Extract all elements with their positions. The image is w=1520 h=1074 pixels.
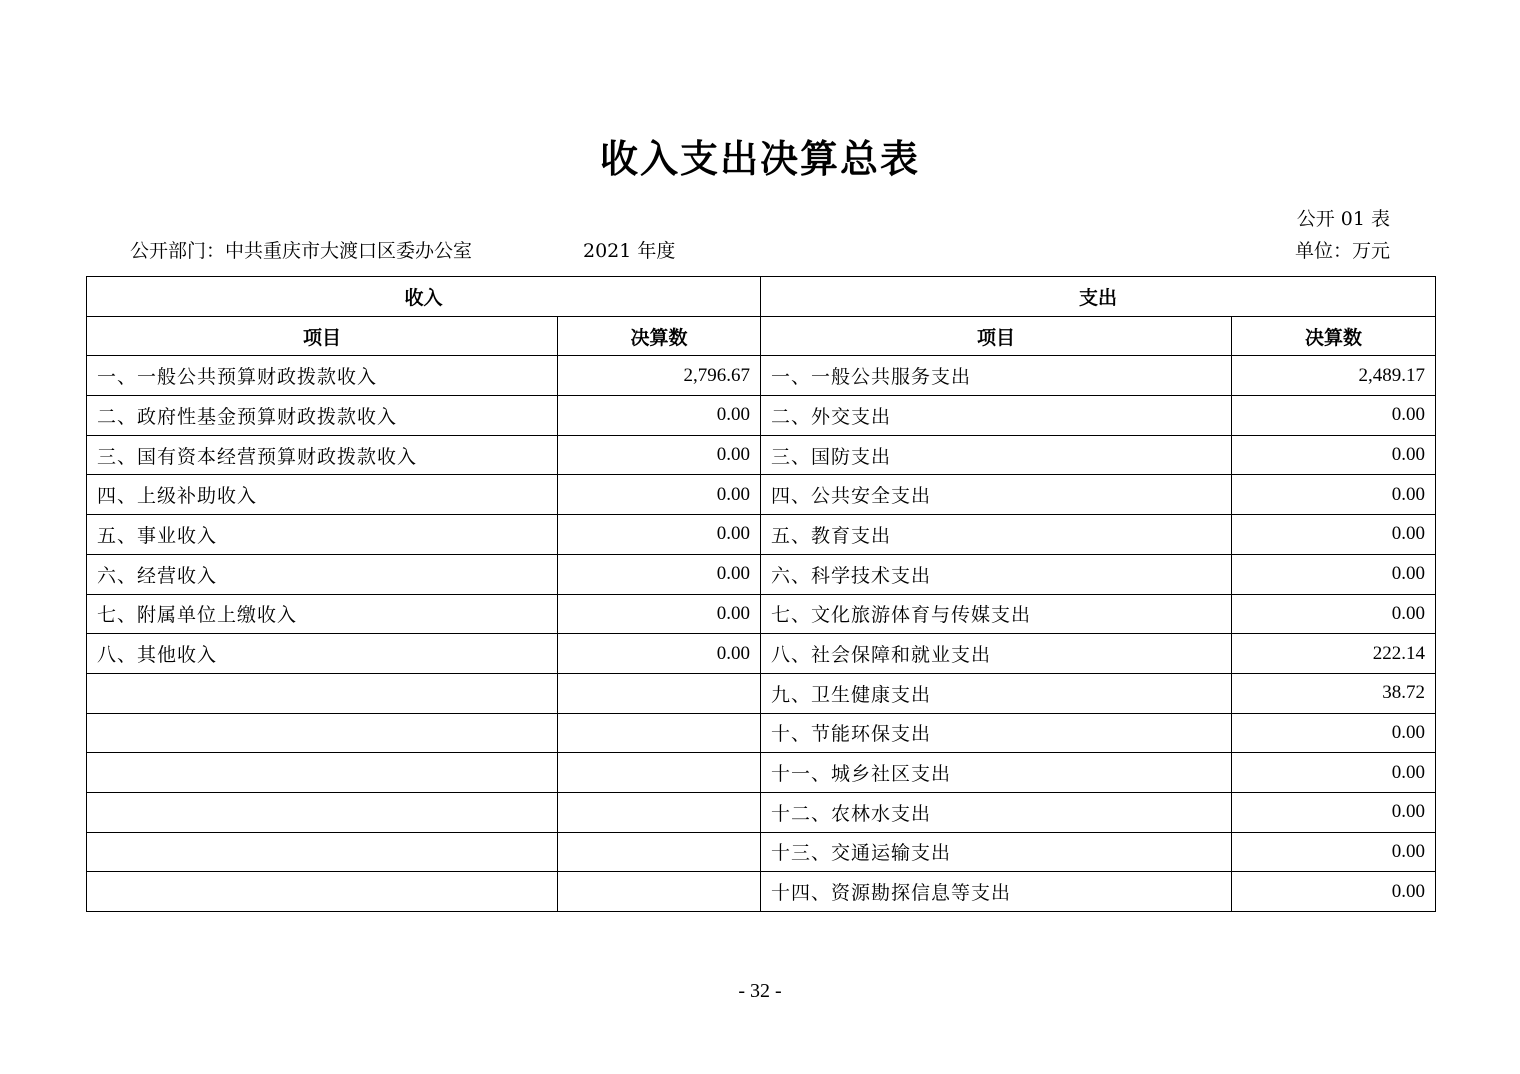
table-row: [87, 832, 1436, 872]
expense-amount-cell: 0.00: [1232, 792, 1436, 832]
table-row: [87, 594, 1436, 634]
table-row: [87, 634, 1436, 674]
income-item-cell: 七、附属单位上缴收入: [87, 594, 558, 634]
expense-item-cell: 八、社会保障和就业支出: [761, 634, 1232, 674]
budget-table: [86, 276, 1436, 912]
year-label: 2021 年度: [583, 240, 676, 262]
expense-amount-header: 决算数: [1232, 316, 1436, 356]
expense-amount-cell: 0.00: [1232, 435, 1436, 475]
income-item-cell: [87, 792, 558, 832]
expense-item-cell: 六、科学技术支出: [761, 554, 1232, 594]
expense-item-cell: 十四、资源勘探信息等支出: [761, 872, 1232, 912]
income-item-cell: [87, 673, 558, 713]
income-amount-cell: [558, 872, 761, 912]
income-amount-cell: 0.00: [558, 396, 761, 436]
income-item-cell: [87, 872, 558, 912]
table-row: [87, 554, 1436, 594]
expense-amount-cell: 2,489.17: [1232, 356, 1436, 396]
income-amount-cell: 0.00: [558, 594, 761, 634]
department-label: 公开部门：中共重庆市大渡口区委办公室: [130, 240, 473, 262]
expense-item-cell: 七、文化旅游体育与传媒支出: [761, 594, 1232, 634]
expense-item-cell: 一、一般公共服务支出: [761, 356, 1232, 396]
income-item-cell: 一、一般公共预算财政拨款收入: [87, 356, 558, 396]
expense-amount-cell: 0.00: [1232, 872, 1436, 912]
income-amount-cell: 0.00: [558, 554, 761, 594]
income-amount-cell: [558, 832, 761, 872]
expense-header: 支出: [761, 277, 1436, 317]
expense-item-cell: 五、教育支出: [761, 515, 1232, 555]
expense-amount-cell: 0.00: [1232, 832, 1436, 872]
income-item-cell: 五、事业收入: [87, 515, 558, 555]
expense-amount-cell: 38.72: [1232, 673, 1436, 713]
expense-item-cell: 三、国防支出: [761, 435, 1232, 475]
expense-amount-cell: 0.00: [1232, 713, 1436, 753]
income-amount-cell: 0.00: [558, 634, 761, 674]
income-header: 收入: [87, 277, 761, 317]
income-amount-cell: [558, 753, 761, 793]
table-row: [87, 475, 1436, 515]
income-item-cell: 四、上级补助收入: [87, 475, 558, 515]
unit-label: 单位：万元: [1294, 240, 1390, 262]
income-amount-cell: [558, 673, 761, 713]
expense-item-cell: 十一、城乡社区支出: [761, 753, 1232, 793]
table-row: [87, 435, 1436, 475]
expense-amount-cell: 0.00: [1232, 515, 1436, 555]
income-item-header: 项目: [87, 316, 558, 356]
expense-item-cell: 十二、农林水支出: [761, 792, 1232, 832]
expense-item-cell: 十三、交通运输支出: [761, 832, 1232, 872]
table-number: 公开 01 表: [1296, 208, 1390, 230]
table-row: [87, 396, 1436, 436]
page-number: - 32 -: [738, 980, 782, 1002]
expense-amount-cell: 0.00: [1232, 396, 1436, 436]
income-item-cell: [87, 832, 558, 872]
expense-item-cell: 九、卫生健康支出: [761, 673, 1232, 713]
income-item-cell: [87, 713, 558, 753]
income-amount-cell: 2,796.67: [558, 356, 761, 396]
expense-amount-cell: 222.14: [1232, 634, 1436, 674]
income-item-cell: 六、经营收入: [87, 554, 558, 594]
expense-amount-cell: 0.00: [1232, 594, 1436, 634]
expense-amount-cell: 0.00: [1232, 753, 1436, 793]
expense-item-cell: 十、节能环保支出: [761, 713, 1232, 753]
expense-amount-cell: 0.00: [1232, 475, 1436, 515]
table-row: [87, 753, 1436, 793]
income-item-cell: [87, 753, 558, 793]
table-row: [87, 356, 1436, 396]
income-amount-header: 决算数: [558, 316, 761, 356]
table-row: [87, 713, 1436, 753]
expense-amount-cell: 0.00: [1232, 554, 1436, 594]
expense-item-cell: 四、公共安全支出: [761, 475, 1232, 515]
table-row: [87, 673, 1436, 713]
income-item-cell: 二、政府性基金预算财政拨款收入: [87, 396, 558, 436]
table-row: [87, 872, 1436, 912]
income-amount-cell: [558, 713, 761, 753]
column-header-row: [87, 316, 1436, 356]
expense-item-header: 项目: [761, 316, 1232, 356]
income-amount-cell: 0.00: [558, 515, 761, 555]
income-amount-cell: 0.00: [558, 435, 761, 475]
table-row: [87, 515, 1436, 555]
income-amount-cell: 0.00: [558, 475, 761, 515]
budget-body: [87, 356, 1436, 912]
section-header-row: [87, 277, 1436, 317]
income-item-cell: 三、国有资本经营预算财政拨款收入: [87, 435, 558, 475]
income-item-cell: 八、其他收入: [87, 634, 558, 674]
expense-item-cell: 二、外交支出: [761, 396, 1232, 436]
income-amount-cell: [558, 792, 761, 832]
page-title: 收入支出决算总表: [599, 137, 920, 181]
table-row: [87, 792, 1436, 832]
